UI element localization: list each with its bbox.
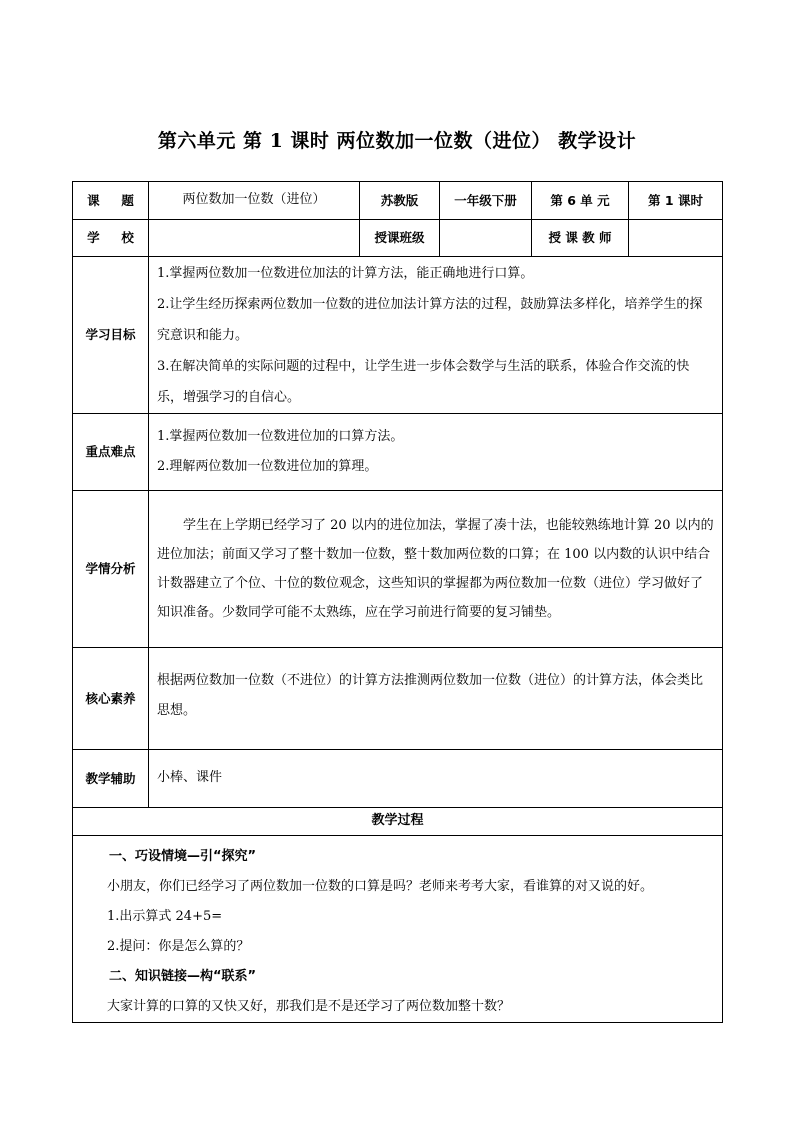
analysis-row bbox=[73, 491, 723, 648]
teacher-value bbox=[629, 220, 723, 257]
key-points-row bbox=[73, 414, 723, 491]
section1-step1: 1.出示算式 24+5= bbox=[107, 909, 223, 924]
process-heading: 教学过程 bbox=[73, 808, 723, 836]
process-content bbox=[73, 836, 723, 1023]
key-points-label: 重点难点 bbox=[73, 414, 149, 491]
grade: 一年级下册 bbox=[440, 182, 532, 220]
objectives-label: 学习目标 bbox=[73, 257, 149, 414]
unit: 第 6 单 元 bbox=[532, 182, 629, 220]
core-literacy-content bbox=[149, 648, 723, 750]
objective-item: 3.在解决简单的实际问题的过程中，让学生进一步体会数学与生活的联系，体验合作交流的快乐，增强学习的自信心。 bbox=[157, 358, 690, 405]
topic-value: 两位数加一位数（进位） bbox=[149, 182, 360, 220]
section2-title: 二、知识链接—构“联系” bbox=[109, 969, 257, 984]
school-value bbox=[149, 220, 360, 257]
section1-step2: 2.提问：你是怎么算的？ bbox=[107, 939, 250, 954]
analysis-label: 学情分析 bbox=[73, 491, 149, 648]
section1-intro: 小朋友，你们已经学习了两位数加一位数的口算是吗？老师来考考大家，看谁算的对又说的好。 bbox=[107, 879, 654, 894]
document-title: 第六单元 第 1 课时 两位数加一位数（进位） 教学设计 bbox=[157, 130, 637, 152]
section1-title: 一、巧设情境—引“探究” bbox=[109, 849, 257, 864]
publisher: 苏教版 bbox=[360, 182, 440, 220]
aids-row bbox=[73, 750, 723, 808]
key-points-content bbox=[149, 414, 723, 491]
lesson-design-table bbox=[72, 181, 723, 1023]
section2-intro: 大家计算的口算的又快又好，那我们是不是还学习了两位数加整十数？ bbox=[107, 999, 511, 1014]
analysis-content bbox=[149, 491, 723, 648]
teacher-label: 授 课 教 师 bbox=[532, 220, 629, 257]
topic-label: 课 题 bbox=[73, 182, 149, 220]
objective-item: 1.掌握两位数加一位数进位加法的计算方法，能正确地进行口算。 bbox=[157, 265, 534, 281]
process-heading-row bbox=[73, 808, 723, 836]
core-literacy-label: 核心素养 bbox=[73, 648, 149, 750]
school-row bbox=[73, 220, 723, 257]
core-literacy-row bbox=[73, 648, 723, 750]
key-point-item: 1.掌握两位数加一位数进位加的口算方法。 bbox=[157, 429, 404, 444]
objective-item: 2.让学生经历探索两位数加一位数的进位加法计算方法的过程，鼓励算法多样化，培养学生的探究意识和能力。 bbox=[157, 296, 703, 343]
aids-label: 教学辅助 bbox=[73, 750, 149, 808]
core-literacy-text: 根据两位数加一位数（不进位）的计算方法推测两位数加一位数（进位）的计算方法，体会类比思想。 bbox=[157, 673, 704, 718]
key-point-item: 2.理解两位数加一位数进位加的算理。 bbox=[157, 459, 378, 474]
aids-content: 小棒、课件 bbox=[149, 750, 723, 808]
class-label: 授课班级 bbox=[360, 220, 440, 257]
process-row bbox=[73, 836, 723, 1023]
objectives-row bbox=[73, 257, 723, 414]
school-label: 学 校 bbox=[73, 220, 149, 257]
class-value bbox=[440, 220, 532, 257]
analysis-text: 学生在上学期已经学习了 20 以内的进位加法，掌握了凑十法，也能较熟练地计算 20 以内的进位加法；前面又学习了整十数加一位数，整十数加两位数的口算；在 100 以内数的认识中结合计数器建立了个位、十位的数位观念，这些知识的掌握都为两位数加一位数（进位）学习做好了知识准备。少数同学可能不太熟练，应在学习前进行简要的复习铺垫。 bbox=[157, 518, 714, 620]
lesson: 第 1 课时 bbox=[629, 182, 723, 220]
header-row bbox=[73, 182, 723, 220]
objectives-content bbox=[149, 257, 723, 414]
